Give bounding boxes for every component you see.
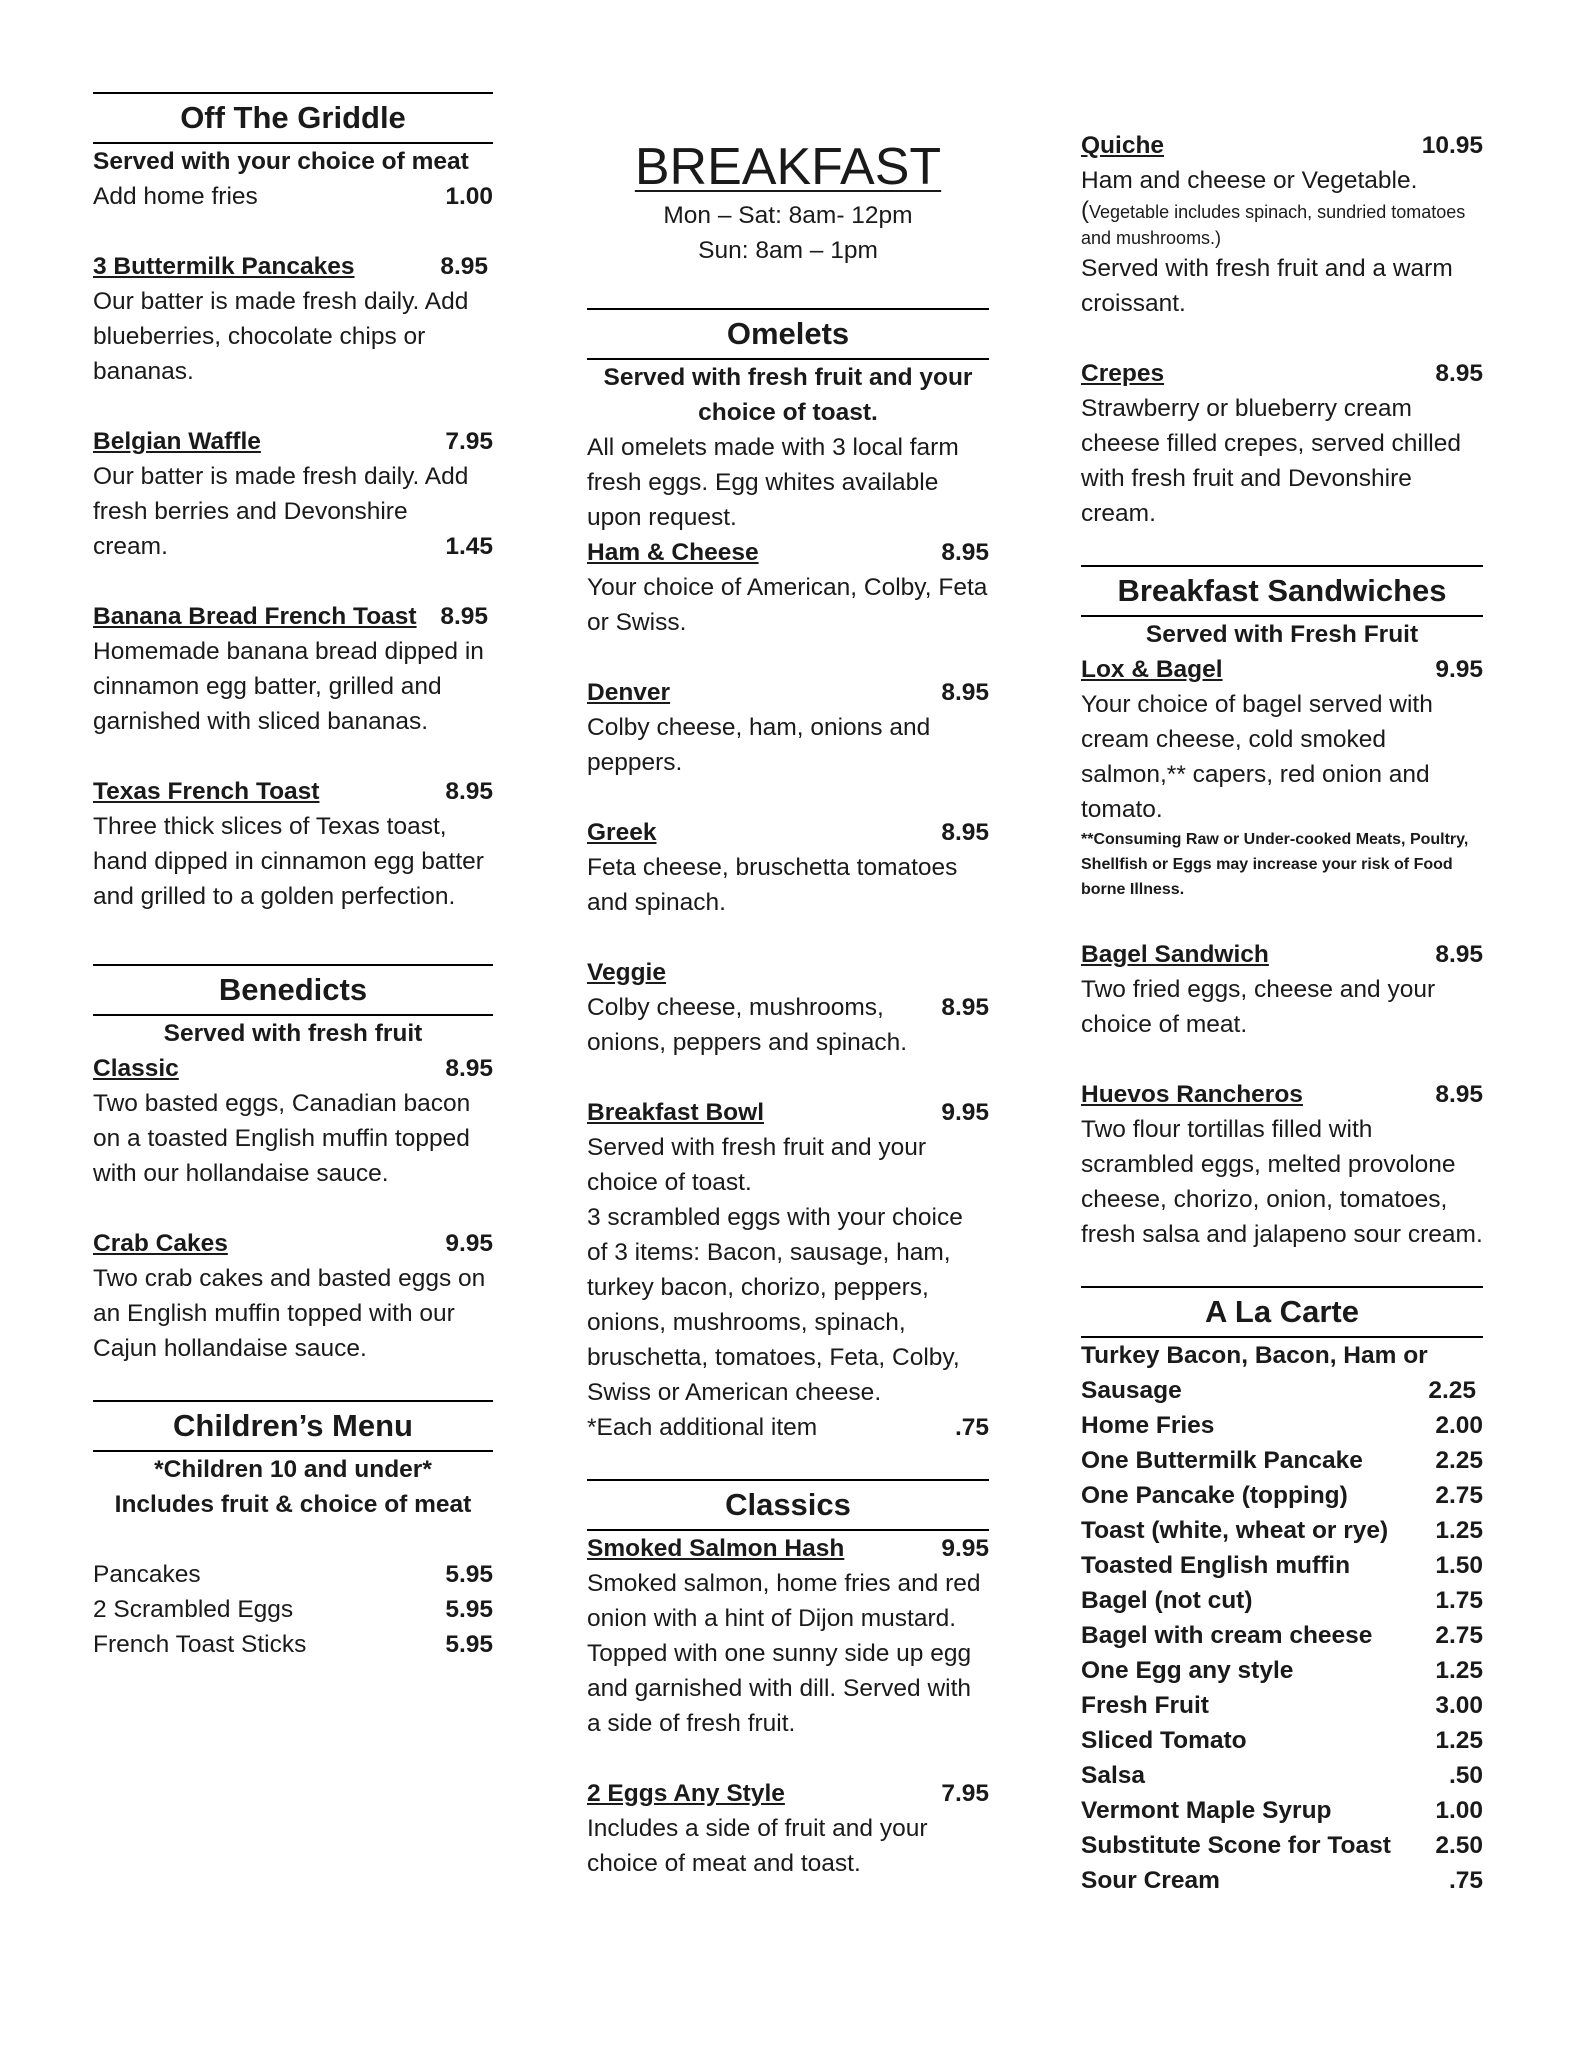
item-price: 8.95 (1435, 360, 1483, 387)
sandwiches-heading: Breakfast Sandwiches (1081, 565, 1483, 617)
item-price: 5.95 (445, 1596, 493, 1623)
hours-sunday: Sun: 8am – 1pm (698, 237, 878, 264)
item-price: 2.75 (1435, 1482, 1483, 1509)
item-description: Two crab cakes and basted eggs on an English muffin topped with our Cajun hollandaise sauce. (93, 1265, 486, 1362)
item-price: 1.25 (1435, 1657, 1483, 1684)
list-item (1081, 1688, 1483, 1723)
item-name: Crab Cakes (93, 1230, 228, 1257)
item-price: 9.95 (941, 1535, 989, 1562)
item-price: 8.95 (445, 778, 493, 805)
list-item (1081, 1793, 1483, 1828)
item-name: Sliced Tomato (1081, 1727, 1247, 1754)
item-description: Two fried eggs, cheese and your choice of meat. (1081, 976, 1436, 1038)
menu-item-header (587, 535, 989, 570)
item-description: onions, peppers and spinach. (587, 1029, 908, 1056)
item-description-end: cream. (93, 533, 168, 560)
item-description: Served with fresh fruit and a warm croissant. (1081, 255, 1453, 317)
item-name: French Toast Sticks (93, 1631, 307, 1658)
item-name: Fresh Fruit (1081, 1692, 1209, 1719)
benedicts-subheading: Served with fresh fruit (163, 1020, 423, 1047)
menu-item-header (93, 599, 488, 634)
item-name: Ham & Cheese (587, 539, 759, 566)
additional-item-line (587, 1410, 989, 1445)
item-price: 1.00 (1435, 1797, 1483, 1824)
item-name: Bagel with cream cheese (1081, 1622, 1373, 1649)
childrens-heading: Children’s Menu (93, 1400, 493, 1452)
item-price: 9.95 (1435, 656, 1483, 683)
item-name: 2 Eggs Any Style (587, 1780, 785, 1807)
menu-item-header (1081, 1077, 1483, 1112)
list-item (1081, 1583, 1483, 1618)
item-name: Breakfast Bowl (587, 1099, 765, 1126)
item-name: Bagel Sandwich (1081, 941, 1269, 968)
item-description: Includes a side of fruit and your choice of meat and toast. (587, 1815, 928, 1877)
item-price: 8.95 (440, 603, 488, 630)
item-price: 2.75 (1435, 1622, 1483, 1649)
item-price: 8.95 (941, 994, 989, 1021)
hours-weekday: Mon – Sat: 8am- 12pm (663, 202, 913, 229)
menu-item-header (1081, 652, 1483, 687)
item-name: Vermont Maple Syrup (1081, 1797, 1332, 1824)
item-description: Your choice of American, Colby, Feta or Swiss. (587, 574, 988, 636)
item-price: 1.50 (1435, 1552, 1483, 1579)
item-name: Smoked Salmon Hash (587, 1535, 845, 1562)
menu-item-header (1081, 356, 1483, 391)
menu-item-header (587, 1776, 989, 1811)
item-description: Two basted eggs, Canadian bacon on a toasted English muffin topped with our hollandaise sauce. (93, 1090, 471, 1187)
item-name: Toasted English muffin (1081, 1552, 1351, 1579)
item-name: Texas French Toast (93, 778, 320, 805)
item-name: Classic (93, 1055, 179, 1082)
item-name: Veggie (587, 959, 666, 986)
item-description: Feta cheese, bruschetta tomatoes and spinach. (587, 854, 958, 916)
list-item (93, 1592, 493, 1627)
menu-item-header (93, 249, 488, 284)
item-price: 8.95 (1435, 1081, 1483, 1108)
item-price: 2.00 (1435, 1412, 1483, 1439)
item-name: Sour Cream (1081, 1867, 1220, 1894)
item-price: 8.95 (941, 819, 989, 846)
alacarte-heading: A La Carte (1081, 1286, 1483, 1338)
item-price: 3.00 (1435, 1692, 1483, 1719)
left-column (93, 0, 493, 1662)
item-description: Strawberry or blueberry cream cheese filled crepes, served chilled with fresh fruit and Devonshire cream. (1081, 395, 1461, 527)
item-description: Ham and cheese or Vegetable. (1081, 167, 1418, 194)
item-name: Banana Bread French Toast (93, 603, 417, 630)
childrens-includes: Includes fruit & choice of meat (114, 1491, 472, 1518)
item-name: Crepes (1081, 360, 1165, 387)
griddle-addon (93, 179, 493, 214)
item-description: Your choice of bagel served with cream cheese, cold smoked salmon,** capers, red onion and tomato. (1081, 691, 1433, 823)
sandwiches-subheading: Served with Fresh Fruit (1145, 621, 1419, 648)
item-price: 2.25 (1428, 1377, 1476, 1404)
menu-item-header (93, 424, 493, 459)
list-item (1081, 1408, 1483, 1443)
item-name: One Buttermilk Pancake (1081, 1447, 1363, 1474)
item-price: 5.95 (445, 1631, 493, 1658)
item-description: 3 scrambled eggs with your choice of 3 items: Bacon, sausage, ham, turkey bacon, chorizo, peppers, onions, mushrooms, spinach, bruschetta, tomatoes, Feta, Colby, Swiss or American cheese. (587, 1204, 963, 1406)
list-item (93, 1557, 493, 1592)
menu-item-header (1081, 128, 1483, 163)
item-name: 3 Buttermilk Pancakes (93, 253, 355, 280)
item-footnote (1081, 198, 1483, 251)
classics-heading: Classics (587, 1479, 989, 1531)
item-description: Served with fresh fruit and your choice of toast. (587, 1134, 927, 1196)
item-price: 2.50 (1435, 1832, 1483, 1859)
omelets-subheading: Served with fresh fruit and your choice of toast. (603, 364, 973, 426)
item-price: 7.95 (941, 1780, 989, 1807)
item-name: Toast (white, wheat or rye) (1081, 1517, 1389, 1544)
item-price: .75 (1448, 1867, 1483, 1894)
menu-item-header (93, 774, 493, 809)
item-price: 9.95 (445, 1230, 493, 1257)
griddle-heading: Off The Griddle (93, 92, 493, 144)
list-item (1081, 1513, 1483, 1548)
item-price: 8.95 (445, 1055, 493, 1082)
griddle-subheading: Served with your choice of meat (93, 148, 469, 175)
list-item (1081, 1548, 1483, 1583)
list-item (1081, 1443, 1483, 1478)
list-item (1081, 1828, 1483, 1863)
item-name: Quiche (1081, 132, 1165, 159)
item-description: Colby cheese, ham, onions and peppers. (587, 714, 931, 776)
item-name: Denver (587, 679, 671, 706)
item-price: 2.25 (1435, 1447, 1483, 1474)
list-item (1081, 1863, 1483, 1898)
addon-price: 1.00 (445, 183, 493, 210)
addon-price: 1.45 (445, 533, 493, 560)
item-description: Two flour tortillas filled with scrambled eggs, melted provolone cheese, chorizo, onion, tomatoes, fresh salsa and jalapeno sour cream. (1081, 1116, 1483, 1248)
item-name: Bagel (not cut) (1081, 1587, 1253, 1614)
list-item (1081, 1723, 1483, 1758)
list-item (93, 1627, 493, 1662)
item-price: 8.95 (440, 253, 488, 280)
additional-item-label: *Each additional item (587, 1414, 818, 1441)
alacarte-first-line: Turkey Bacon, Bacon, Ham or (1081, 1342, 1428, 1369)
item-name: Pancakes (93, 1561, 201, 1588)
item-price: .50 (1448, 1762, 1483, 1789)
item-price: 8.95 (941, 539, 989, 566)
item-name: Huevos Rancheros (1081, 1081, 1303, 1108)
menu-item-header (587, 815, 989, 850)
item-description: Homemade banana bread dipped in cinnamon egg batter, grilled and garnished with sliced bananas. (93, 638, 484, 735)
list-item (1081, 1618, 1483, 1653)
item-price: 1.75 (1435, 1587, 1483, 1614)
addon-label: Add home fries (93, 183, 258, 210)
item-price: 8.95 (941, 679, 989, 706)
item-name: One Egg any style (1081, 1657, 1294, 1684)
item-name: Greek (587, 819, 657, 846)
open-paren: ( (1081, 197, 1089, 224)
omelets-intro: All omelets made with 3 local farm fresh eggs. Egg whites available upon request. (587, 434, 959, 531)
list-item (1081, 1478, 1483, 1513)
childrens-age-note: *Children 10 and under* (154, 1456, 432, 1483)
menu-item-header (587, 675, 989, 710)
item-price: 9.95 (941, 1099, 989, 1126)
item-description-line (587, 990, 989, 1025)
item-price: 5.95 (445, 1561, 493, 1588)
item-description: Colby cheese, mushrooms, (587, 994, 884, 1021)
menu-item-header (587, 955, 989, 990)
item-footnote-text: Vegetable includes spinach, sundried tomatoes and mushrooms.) (1081, 202, 1466, 248)
item-name: One Pancake (topping) (1081, 1482, 1348, 1509)
item-name: Belgian Waffle (93, 428, 261, 455)
item-price: 10.95 (1421, 132, 1483, 159)
right-column (1081, 0, 1483, 1898)
omelets-heading: Omelets (587, 308, 989, 360)
item-name: Lox & Bagel (1081, 656, 1223, 683)
item-description: Our batter is made fresh daily. Add fresh berries and Devonshire (93, 463, 469, 525)
menu-item-header (587, 1095, 989, 1130)
menu-item-header (587, 1531, 989, 1566)
list-item (1081, 1653, 1483, 1688)
item-price: 1.25 (1435, 1727, 1483, 1754)
list-item (1081, 1758, 1483, 1793)
menu-item-header (93, 1226, 493, 1261)
item-description: Three thick slices of Texas toast, hand dipped in cinnamon egg batter and grilled to a golden perfection. (93, 813, 484, 910)
additional-item-price: .75 (954, 1414, 989, 1441)
item-name: Sausage (1081, 1377, 1182, 1404)
item-name: Substitute Scone for Toast (1081, 1832, 1391, 1859)
item-addon-line (93, 529, 493, 564)
menu-item-header (1081, 937, 1483, 972)
benedicts-heading: Benedicts (93, 964, 493, 1016)
item-name: Home Fries (1081, 1412, 1215, 1439)
food-safety-note: **Consuming Raw or Under-cooked Meats, Poultry, Shellfish or Eggs may increase your risk of Food borne Illness. (1081, 831, 1469, 898)
item-name: 2 Scrambled Eggs (93, 1596, 294, 1623)
item-price: 1.25 (1435, 1517, 1483, 1544)
item-price: 8.95 (1435, 941, 1483, 968)
item-name: Salsa (1081, 1762, 1146, 1789)
menu-item-header (93, 1051, 493, 1086)
center-column (587, 0, 989, 1881)
alacarte-list (1081, 1408, 1483, 1898)
list-item (1081, 1373, 1476, 1408)
item-price: 7.95 (445, 428, 493, 455)
page-title: BREAKFAST (634, 138, 942, 196)
item-description: Our batter is made fresh daily. Add blueberries, chocolate chips or bananas. (93, 288, 469, 385)
item-description: Smoked salmon, home fries and red onion with a hint of Dijon mustard. Topped with one sunny side up egg and garnished with dill. Served with a side of fresh fruit. (587, 1570, 981, 1737)
